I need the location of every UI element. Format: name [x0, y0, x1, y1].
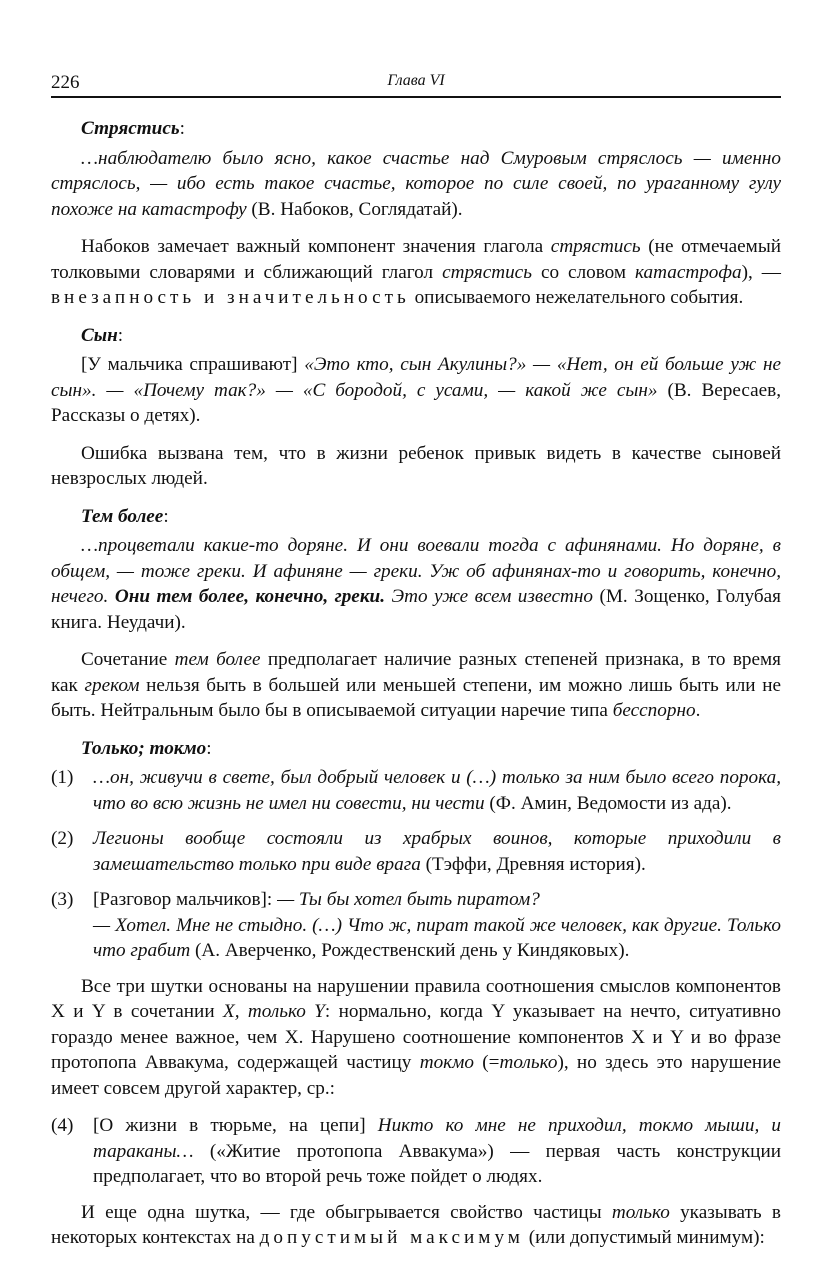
example-quote: …наблюдателю было ясно, какое счастье над Смуровым стряслось — именно стряслось, — ибо есть такое счастье, которое по силе своей, по ураганному гулу похоже на катастрофу (В. Набоков, Соглядатай). — [51, 147, 781, 220]
commentary-paragraph: Сочетание тем более предполагает наличие разных степеней признака, в то время как греком нельзя быть в большей или меньшей степени, им можно лишь быть или не быть. Нейтральным было бы в описываемой ситуации наречие типа бесспорно. — [51, 649, 782, 721]
numbered-example: (2) Легионы вообще состояли из храбрых воинов, которые приходили в замешательство только при виде врага (Тэффи, Древняя история). — [51, 828, 781, 875]
entry-term: Сын: — [81, 324, 124, 346]
running-head: Глава VI — [387, 72, 445, 89]
numbered-example: (1) …он, живучи в свете, был добрый человек и (…) только за ним было всего порока, что во всю жизнь не имел ни совести, ни чести (Ф. Амин, Ведомости из ада). — [51, 767, 781, 814]
numbered-example: (4) [О жизни в тюрьме, на цепи] Никто ко мне не приходил, токмо мыши, и тараканы… («Житие протопопа Аввакума») — первая часть конструкции предполагает, что во второй речь тоже пойдет о людях. — [51, 1115, 781, 1187]
page-header — [51, 70, 781, 98]
book-page — [51, 70, 781, 1263]
example-quote: …процветали какие-то доряне. И они воевали тогда с афинянами. Но доряне, в общем, — тоже греки. И афиняне — греки. Уж об афинянах-то и говорить, конечно, нечего. Они тем более, конечно, греки. Это уже всем известно (М. Зощенко, Голубая книга. Неудачи). — [51, 535, 781, 633]
page-number: 226 — [51, 72, 80, 93]
example-quote: [У мальчика спрашивают] «Это кто, сын Акулины?» — «Нет, он ей больше уж не сын». — «Почему так?» — «С бородой, с усами, — какой же сын» (В. Вересаев, Рассказы о детях). — [51, 354, 782, 426]
entry-term: Тем более: — [81, 505, 169, 527]
entry-term: Только; токмо: — [81, 737, 212, 759]
commentary-paragraph: Ошибка вызвана тем, что в жизни ребенок привык видеть в качестве сыновей невзрослых людей. — [51, 442, 781, 489]
page-body — [51, 116, 781, 1251]
commentary-paragraph: И еще одна шутка, — где обыгрывается свойство частицы только указывать в некоторых контекстах на допустимый максимум (или допустимый минимум): — [51, 1201, 781, 1248]
commentary-paragraph: Все три шутки основаны на нарушении правила соотношения смыслов компонентов X и Y в сочетании X, только Y: нормально, когда Y указывает на нечто, ситуативно гораздо менее важное, чем X. Нарушено соотношение компонентов X и Y и во фразе протопопа Аввакума, содержащей частицу токмо (=только), но здесь это нарушение имеет совсем другой характер, ср.: — [51, 975, 781, 1099]
commentary-paragraph: Набоков замечает важный компонент значения глагола стрястись (не отмечаемый толковыми словарями и сближающий глагол стрястись со словом катастрофа), — внезапность и значительность описываемого нежелательного события. — [51, 236, 781, 308]
entry-term: Стрястись: — [81, 118, 185, 139]
numbered-example: (3) [Разговор мальчиков]: — Ты бы хотел быть пиратом? — Хотел. Мне не стыдно. (…) Что ж, пират такой же человек, как другие. Только что грабит (А. Аверченко, Рождественский день у Киндяковых). — [51, 889, 781, 961]
